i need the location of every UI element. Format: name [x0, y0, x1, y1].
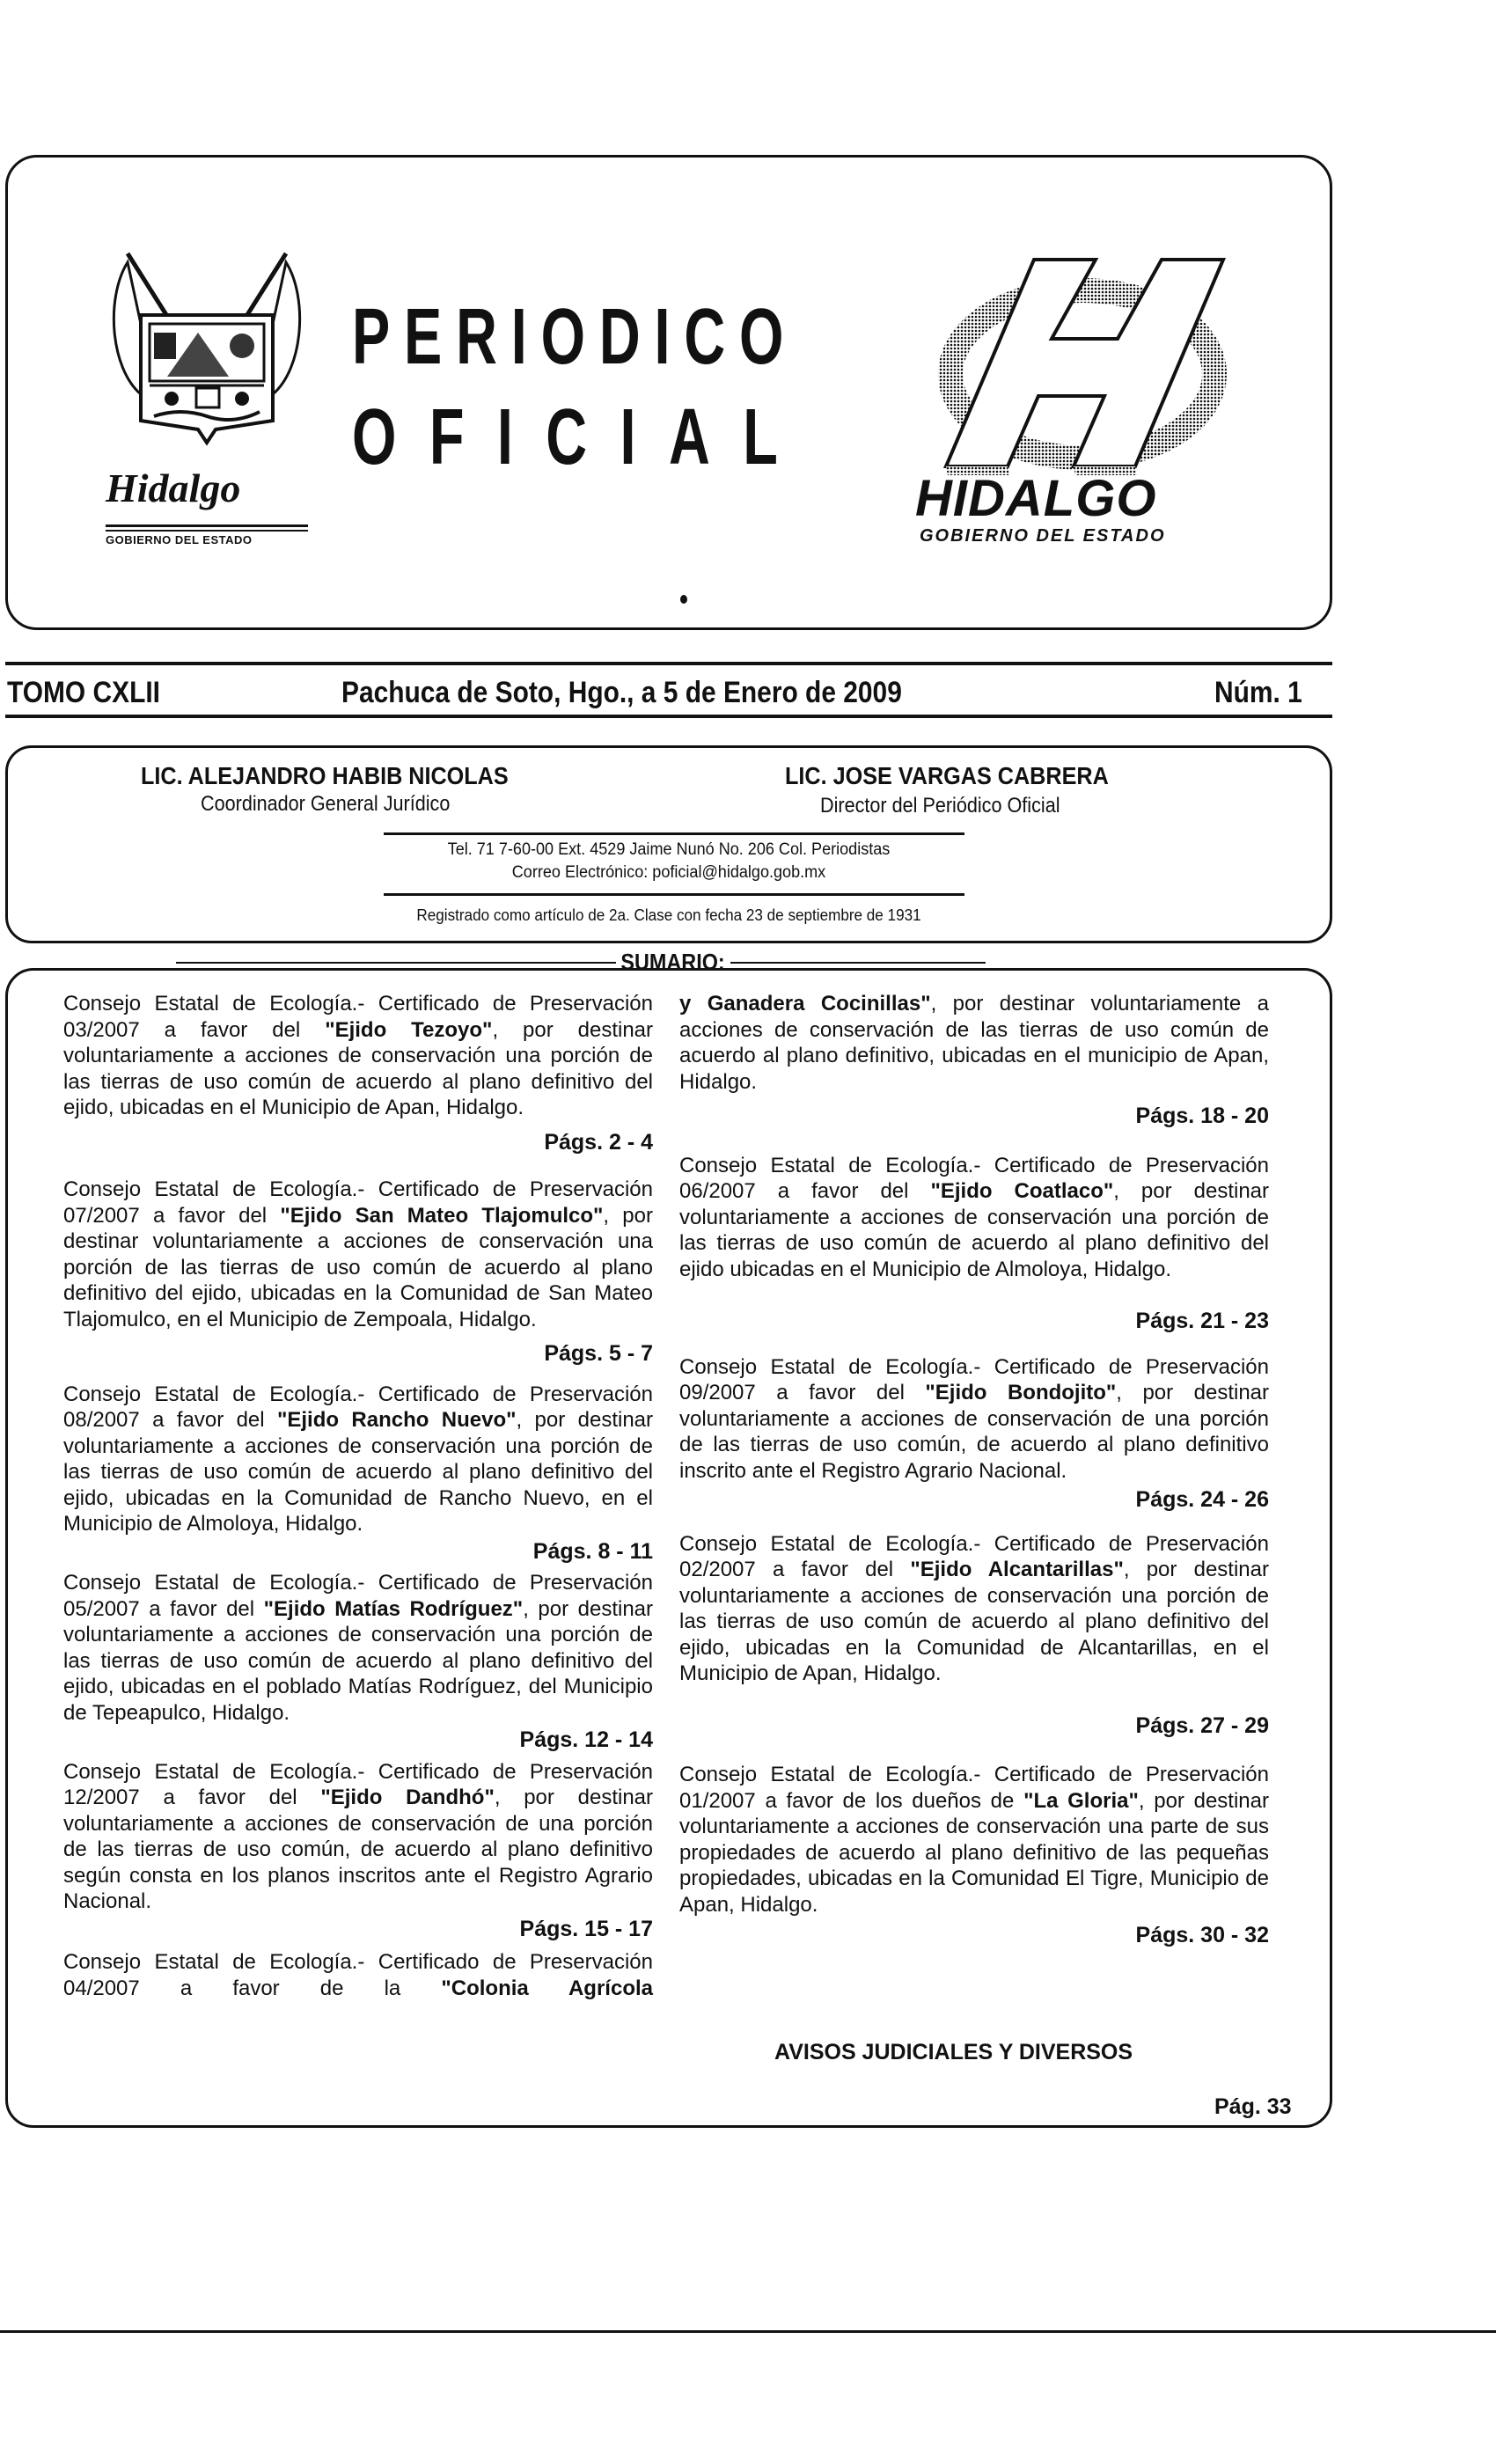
contact-email: Correo Electrónico: poficial@hidalgo.gob.mx [511, 863, 826, 882]
entry-beneficiary: "Ejido Coatlaco" [930, 1179, 1114, 1203]
sumario-entry: Consejo Estatal de Ecología.- Certificado de Preservación 12/2007 a favor del "Ejido Dandhó", por destinar voluntariamente a acciones de conservación de una porción de las tierras de uso común, de acuerdo al plano definitivo según consta en los planos inscritos ante el Registro Agrario Nacional. Págs. 15 - 17 [63, 1759, 654, 1941]
divider [106, 530, 308, 532]
entry-pages: Págs. 15 - 17 [519, 1916, 653, 1941]
entry-pages: Págs. 30 - 32 [1135, 1923, 1269, 1947]
official-role: Coordinador General Jurídico [201, 792, 451, 816]
entry-pages: Págs. 2 - 4 [544, 1129, 653, 1155]
entry-pages: Págs. 18 - 20 [1135, 1104, 1269, 1128]
official-role: Director del Periódico Oficial [820, 794, 1060, 818]
divider [106, 524, 308, 527]
issue-number: Núm. 1 [1214, 676, 1302, 709]
contact-address: Tel. 71 7-60-00 Ext. 4529 Jaime Nunó No. 206 Col. Periodistas [447, 840, 891, 859]
avisos-pages: Pág. 33 [1214, 2094, 1292, 2119]
logo-subtitle: GOBIERNO DEL ESTADO [920, 526, 1166, 546]
avisos-heading: AVISOS JUDICIALES Y DIVERSOS [774, 2040, 1133, 2064]
divider [384, 893, 964, 896]
sumario-right-column [679, 991, 1269, 1949]
entry-beneficiary: "Ejido Matías Rodríguez" [263, 1596, 524, 1621]
entry-beneficiary: "Colonia Agrícola [441, 1976, 653, 2000]
sumario-entry: Consejo Estatal de Ecología.- Certificado de Preservación 03/2007 a favor del "Ejido Tezoyo", por destinar voluntariamente a acciones de conservación una porción de las tierras de uso común de acuerdo al plano definitivo del ejido, ubicadas en el Municipio de Apan, Hidalgo. Págs. 2 - 4 [63, 992, 654, 1155]
entry-beneficiary: y Ganadera Cocinillas" [679, 992, 931, 1016]
entry-pages: Págs. 12 - 14 [519, 1727, 653, 1752]
entry-beneficiary: "Ejido Alcantarillas" [910, 1558, 1124, 1581]
divider [176, 962, 616, 964]
seal-hidalgo-script: Hidalgo [106, 466, 241, 510]
entry-pages: Págs. 21 - 23 [1135, 1309, 1269, 1333]
seal-subtitle: GOBIERNO DEL ESTADO [106, 533, 253, 546]
sumario-entry: Consejo Estatal de Ecología.- Certificado de Preservación 06/2007 a favor del "Ejido Coatlaco", por destinar voluntariamente a acciones de conservación una porción de las tierras de uso común de acuerdo al plano definitivo del ejido ubicadas en el Municipio de Almoloya, Hidalgo. Págs. 21 - 23 [679, 1153, 1270, 1333]
entry-pages: Págs. 5 - 7 [544, 1341, 653, 1366]
sumario-entry: Consejo Estatal de Ecología.- Certificado de Preservación 04/2007 a favor de la "Colonia Agrícola [63, 1950, 653, 2000]
sumario-entry: Consejo Estatal de Ecología.- Certificado de Preservación 08/2007 a favor del "Ejido Rancho Nuevo", por destinar voluntariamente a acciones de conservación una porción de las tierras de uso común de acuerdo al plano definitivo del ejido, ubicadas en la Comunidad de Rancho Nuevo, en el Municipio de Almoloya, Hidalgo. Págs. 8 - 11 [63, 1382, 653, 1564]
sumario-entry: y Ganadera Cocinillas", por destinar voluntariamente a acciones de conservación de las tierras de uso común de acuerdo al plano definitivo, ubicadas en el municipio de Apan, Hidalgo. Págs. 18 - 20 [679, 992, 1269, 1128]
entry-beneficiary: "Ejido San Mateo Tlajomulco" [280, 1203, 604, 1228]
tomo-number: TOMO CXLII [7, 676, 160, 709]
official-name: LIC. JOSE VARGAS CABRERA [785, 762, 1109, 789]
page-bottom-rule [0, 2330, 1496, 2333]
publication-title-line2: OFICIAL [352, 393, 811, 481]
entry-beneficiary: "Ejido Bondojito" [925, 1381, 1117, 1404]
decorative-dot [680, 595, 687, 604]
logo-hidalgo-text: HIDALGO [915, 470, 1157, 527]
entry-pages: Págs. 24 - 26 [1135, 1487, 1269, 1512]
divider [384, 832, 964, 835]
entry-beneficiary: "La Gloria" [1023, 1788, 1139, 1813]
divider [5, 662, 1332, 665]
entry-pages: Págs. 8 - 11 [532, 1538, 653, 1564]
sumario-heading: SUMARIO: [616, 949, 730, 976]
entry-pages: Págs. 27 - 29 [1135, 1712, 1269, 1738]
sumario-entry: Consejo Estatal de Ecología.- Certificado de Preservación 05/2007 a favor del "Ejido Matías Rodríguez", por destinar voluntariamente a acciones de conservación una porción de las tierras de uso común de acuerdo al plano definitivo del ejido, ubicadas en el poblado Matías Rodríguez, del Municipio de Tepeapulco, Hidalgo. Págs. 12 - 14 [63, 1571, 654, 1752]
sumario-entry: Consejo Estatal de Ecología.- Certificado de Preservación 02/2007 a favor del "Ejido Alcantarillas", por destinar voluntariamente a acciones de conservación una porción de las tierras de uso común de acuerdo al plano definitivo del ejido, ubicadas en la Comunidad de Alcantarillas, en el Municipio de Apan, Hidalgo. Págs. 27 - 29 [679, 1531, 1269, 1738]
sumario-left-column [63, 991, 653, 2001]
sumario-entry: Consejo Estatal de Ecología.- Certificado de Preservación 01/2007 a favor de los dueños de "La Gloria", por destinar voluntariamente a acciones de conservación una parte de sus propiedades de acuerdo al plano definitivo de las pequeñas propiedades, ubicadas en la Comunidad El Tigre, Municipio de Apan, Hidalgo. Págs. 30 - 32 [679, 1763, 1269, 1947]
official-name: LIC. ALEJANDRO HABIB NICOLAS [141, 762, 509, 789]
hidalgo-h-logo-icon [928, 255, 1228, 493]
registration-note: Registrado como artículo de 2a. Clase con fecha 23 de septiembre de 1931 [416, 906, 921, 924]
entry-beneficiary: "Ejido Dandhó" [320, 1786, 495, 1809]
sumario-entry: Consejo Estatal de Ecología.- Certificado de Preservación 07/2007 a favor del "Ejido San Mateo Tlajomulco", por destinar voluntariamente a acciones de conservación una porción de las tierras de uso común de acuerdo al plano definitivo del ejido, ubicadas en la Comunidad de San Mateo Tlajomulco, en el Municipio de Zempoala, Hidalgo. Págs. 5 - 7 [63, 1177, 653, 1366]
sumario-entry: Consejo Estatal de Ecología.- Certificado de Preservación 09/2007 a favor del "Ejido Bondojito", por destinar voluntariamente a acciones de conservación de una porción de las tierras de uso común, de acuerdo al plano definitivo inscrito ante el Registro Agrario Nacional. Págs. 24 - 26 [679, 1354, 1270, 1512]
issue-place-date: Pachuca de Soto, Hgo., a 5 de Enero de 2009 [341, 676, 902, 709]
divider [730, 962, 986, 964]
entry-beneficiary: "Ejido Tezoyo" [325, 1017, 493, 1042]
entry-beneficiary: "Ejido Rancho Nuevo" [276, 1408, 517, 1432]
publication-title-line1: PERIODICO [352, 293, 798, 381]
divider [5, 715, 1332, 718]
